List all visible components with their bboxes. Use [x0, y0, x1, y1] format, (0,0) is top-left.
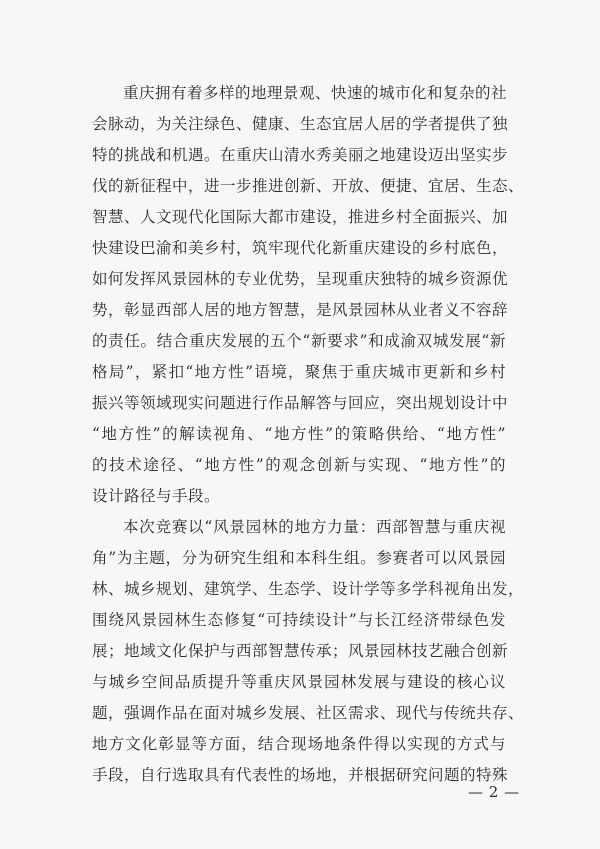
- page-number: — 2 —: [468, 783, 520, 801]
- paragraph-1-line-3: 特的挑战和机遇。在重庆山清水秀美丽之地建设迈出坚实步: [92, 146, 509, 164]
- paragraph-1-line-9: 的责任。结合重庆发展的五个“新要求”和成渝双城发展“新: [92, 332, 506, 350]
- paragraph-1-line-6: 快建设巴渝和美乡村，筑牢现代化新重庆建设的乡村底色，: [92, 239, 509, 257]
- paragraph-1-line-12: “地方性”的解读视角、“地方性”的策略供给、“地方性”: [92, 425, 506, 443]
- paragraph-2-line-5: 展；地域文化保护与西部智慧传承；风景园林技艺融合创新: [92, 642, 509, 660]
- paragraph-2-line-3: 林、城乡规划、建筑学、生态学、设计学等多学科视角出发，: [92, 580, 525, 598]
- paragraph-2-line-7: 题，强调作品在面对城乡发展、社区需求、现代与传统共存、: [92, 704, 525, 722]
- paragraph-1-line-10: 格局”，紧扣“地方性”语境，聚焦于重庆城市更新和乡村: [92, 363, 506, 381]
- paragraph-1-line-13: 的技术途径、“地方性”的观念创新与实现、“地方性”的: [92, 456, 506, 474]
- paragraph-2-line-6: 与城乡空间品质提升等重庆风景园林发展与建设的核心议: [92, 673, 506, 691]
- paragraph-1-line-4: 伐的新征程中，进一步推进创新、开放、便捷、宜居、生态、: [92, 177, 525, 195]
- paragraph-2-line-9: 手段，自行选取具有代表性的场地，并根据研究问题的特殊: [92, 766, 509, 784]
- paragraph-2-line-8: 地方文化彰显等方面，结合现场地条件得以实现的方式与: [92, 735, 506, 753]
- paragraph-2-line-4: 围绕风景园林生态修复“可持续设计”与长江经济带绿色发: [92, 611, 506, 629]
- paragraph-2-line-1: 本次竞赛以“风景园林的地方力量：西部智慧与重庆视: [123, 518, 506, 536]
- paragraph-1-line-11: 振兴等领域现实问题进行作品解答与回应，突出规划设计中: [92, 394, 509, 412]
- paragraph-1-line-2: 会脉动，为关注绿色、健康、生态宜居人居的学者提供了独: [92, 115, 509, 133]
- paragraph-2-line-2: 角”为主题，分为研究生组和本科生组。参赛者可以风景园: [92, 549, 506, 567]
- paragraph-1-line-5: 智慧、人文现代化国际大都市建设，推进乡村全面振兴、加: [92, 208, 509, 226]
- paragraph-1-line-14: 设计路径与手段。: [92, 487, 221, 505]
- paragraph-1-line-1: 重庆拥有着多样的地理景观、快速的城市化和复杂的社: [123, 84, 508, 102]
- paragraph-1-line-7: 如何发挥风景园林的专业优势，呈现重庆独特的城乡资源优: [92, 270, 509, 288]
- paragraph-1-line-8: 势，彰显西部人居的地方智慧，是风景园林从业者义不容辞: [92, 301, 509, 319]
